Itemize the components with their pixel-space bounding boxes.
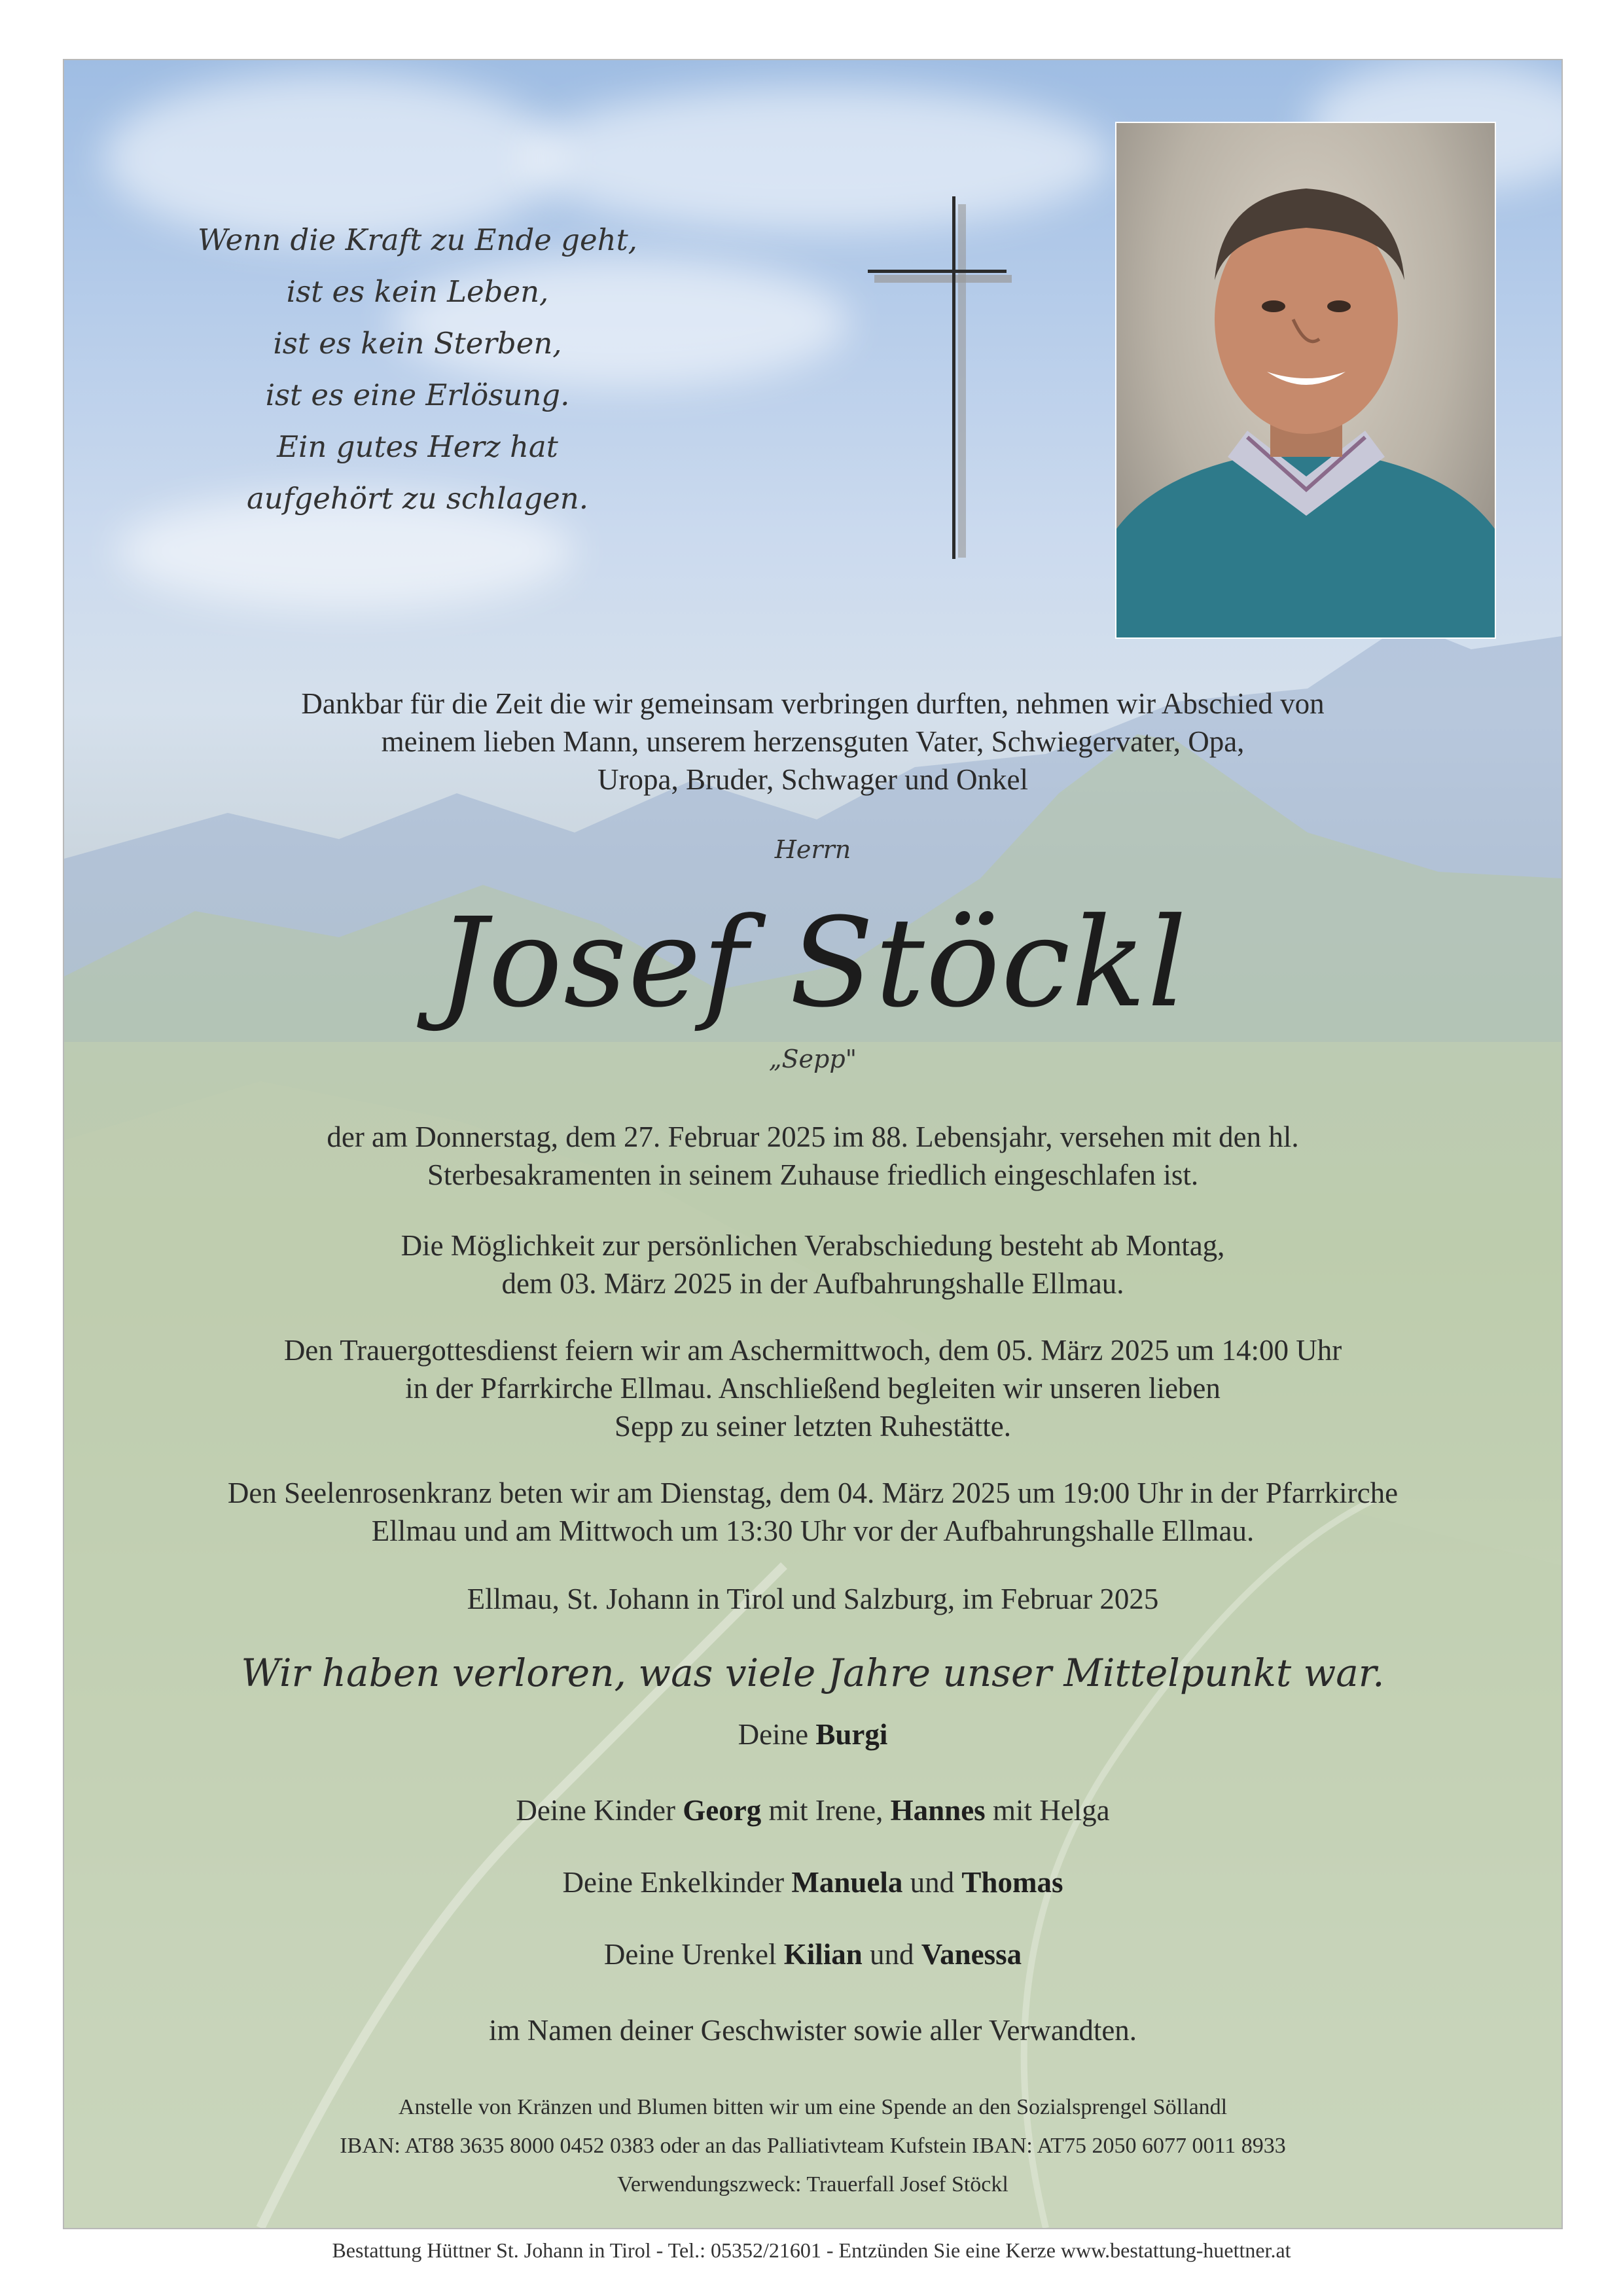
mourner-prefix: Deine	[738, 1718, 809, 1751]
death-notice-line: der am Donnerstag, dem 27. Februar 2025 im 88. Lebensjahr, versehen mit den hl.	[327, 1121, 1299, 1153]
verse-line: aufgehört zu schlagen.	[246, 481, 589, 516]
mourner-prefix: Deine Enkelkinder	[562, 1866, 785, 1899]
verse-line: Ein gutes Herz hat	[277, 429, 558, 464]
rosary-line: Den Seelenrosenkranz beten wir am Dienstag, dem 04. März 2025 um 19:00 Uhr in der Pfarrkirche	[227, 1477, 1399, 1509]
death-notice	[103, 1118, 1522, 1194]
mourner-conjunction: und	[870, 1938, 914, 1971]
place-date	[103, 1580, 1522, 1618]
deceased-name: Josef Stöckl	[437, 891, 1188, 1035]
rosary-info	[103, 1474, 1522, 1550]
obituary-card	[63, 59, 1563, 2229]
funeral-line: in der Pfarrkirche Ellmau. Anschließend begleiten wir unseren lieben	[405, 1372, 1221, 1405]
verse-line: Wenn die Kraft zu Ende geht,	[198, 223, 637, 257]
donation-line: Verwendungszweck: Trauerfall Josef Stöckl	[617, 2172, 1008, 2197]
mourner-great-grandchildren	[64, 1937, 1561, 1971]
memorial-verse	[195, 214, 640, 524]
verse-line: ist es eine Erlösung.	[265, 378, 570, 412]
mourner-prefix: Deine Urenkel	[603, 1938, 777, 1971]
viewing-info	[103, 1227, 1522, 1302]
mourner-name: Vanessa	[921, 1938, 1022, 1971]
mourner-grandchildren	[64, 1865, 1561, 1899]
mourner-others: im Namen deiner Geschwister sowie aller Verwandten.	[488, 2014, 1137, 2047]
funeral-info	[103, 1331, 1522, 1445]
mourner-partner: mit Irene,	[768, 1794, 883, 1827]
funeral-home-footer: Bestattung Hüttner St. Johann in Tirol - Tel.: 05352/21601 - Entzünden Sie eine Kerze www.bestattung-huettner.at	[332, 2238, 1291, 2262]
donation-line: Anstelle von Kränzen und Blumen bitten wir um eine Spende an den Sozialsprengel Söllandl	[398, 2095, 1228, 2119]
verse-line: ist es kein Leben,	[286, 274, 549, 309]
mourner-name: Burgi	[815, 1718, 888, 1751]
mourner-wife	[64, 1717, 1561, 1751]
funeral-line: Sepp zu seiner letzten Ruhestätte.	[614, 1410, 1012, 1443]
salutation: Herrn	[774, 835, 851, 864]
nickname: „Sepp"	[768, 1045, 857, 1073]
mourner-children	[64, 1793, 1561, 1827]
portrait-photo	[1115, 122, 1496, 639]
memorial-quote: Wir haben verloren, was viele Jahre unser Mittelpunkt war.	[241, 1651, 1385, 1695]
intro-line: meinem lieben Mann, unserem herzensguten Vater, Schwiegervater, Opa,	[381, 725, 1245, 758]
mourner-partner: mit Helga	[992, 1794, 1110, 1827]
portrait-figure	[1116, 123, 1495, 637]
viewing-line: dem 03. März 2025 in der Aufbahrungshalle Ellmau.	[501, 1267, 1124, 1300]
mourner-name: Georg	[683, 1794, 762, 1827]
cross-icon	[863, 191, 1020, 571]
intro-line: Dankbar für die Zeit die wir gemeinsam verbringen durften, nehmen wir Abschied von	[301, 687, 1325, 720]
mourner-prefix: Deine Kinder	[516, 1794, 675, 1827]
mourner-name: Manuela	[791, 1866, 903, 1899]
place-date-line: Ellmau, St. Johann in Tirol und Salzburg, im Februar 2025	[467, 1583, 1159, 1615]
intro-text	[162, 685, 1463, 798]
mourner-name: Thomas	[961, 1866, 1063, 1899]
mourner-name: Kilian	[783, 1938, 863, 1971]
viewing-line: Die Möglichkeit zur persönlichen Verabschiedung besteht ab Montag,	[401, 1229, 1225, 1262]
donation-info	[64, 2088, 1561, 2204]
verse-line: ist es kein Sterben,	[273, 326, 562, 361]
mourner-conjunction: und	[910, 1866, 955, 1899]
mourner-name: Hannes	[890, 1794, 986, 1827]
rosary-line: Ellmau und am Mittwoch um 13:30 Uhr vor der Aufbahrungshalle Ellmau.	[371, 1515, 1255, 1547]
donation-line: IBAN: AT88 3635 8000 0452 0383 oder an das Palliativteam Kufstein IBAN: AT75 2050 6077 0011 8933	[340, 2134, 1286, 2158]
intro-line: Uropa, Bruder, Schwager und Onkel	[597, 763, 1028, 796]
funeral-line: Den Trauergottesdienst feiern wir am Aschermittwoch, dem 05. März 2025 um 14:00 Uhr	[283, 1334, 1342, 1367]
death-notice-line: Sterbesakramenten in seinem Zuhause friedlich eingeschlafen ist.	[427, 1158, 1199, 1191]
